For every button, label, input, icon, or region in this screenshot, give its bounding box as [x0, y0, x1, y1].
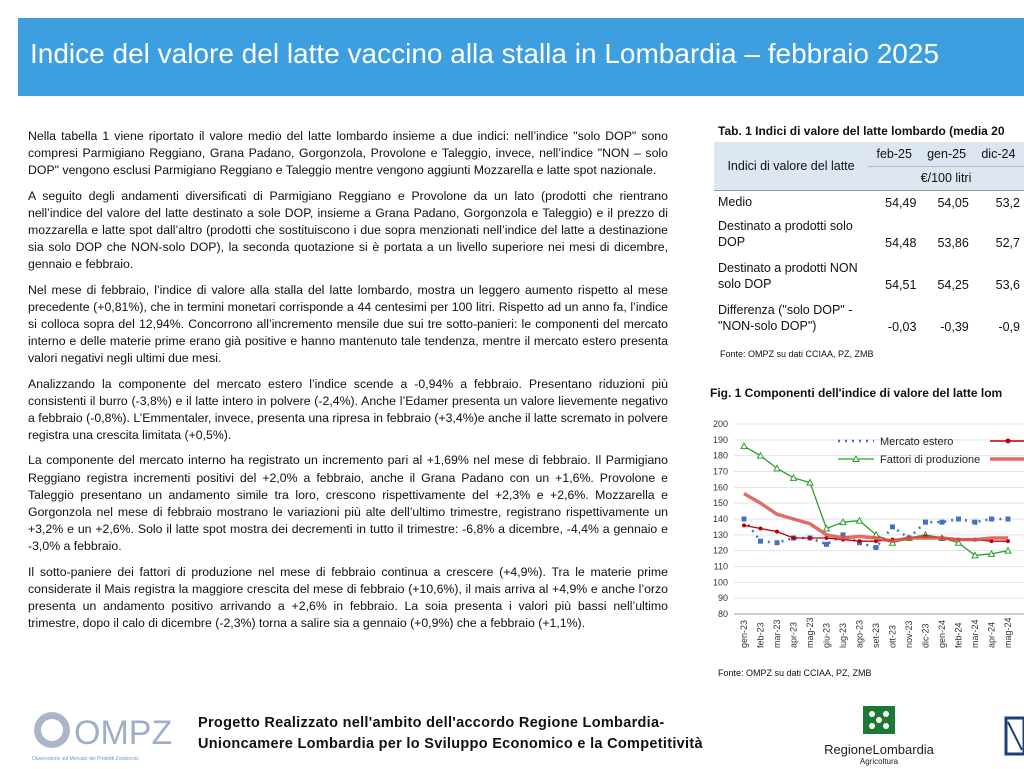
y-tick-label: 80 [717, 609, 728, 619]
value-index-table [714, 142, 1024, 334]
x-tick-label: feb-23 [755, 622, 766, 648]
table-source: Fonte: OMPZ su dati CCIAA, PZ, ZMB [720, 349, 874, 359]
x-tick-label: feb-24 [953, 622, 964, 648]
x-tick-label: ago-23 [854, 619, 865, 648]
body-text [28, 128, 668, 640]
project-statement [198, 713, 703, 755]
y-tick-label: 200 [712, 419, 728, 429]
rl-sub: Agricoltura [859, 757, 899, 766]
x-tick-label: gen-23 [739, 619, 749, 648]
paragraph: Il sotto-paniere dei fattori di produzione nel mese di febbraio continua a crescere (+4,9%). Tra le materie prime considerate il Mais registra la maggiore crescita del mese di febbraio (+10,6%), il mais arriva al +4,9% e anche l’orzo presenta un andamento positivo arrivando a +2,6% in febbraio. La soia presenta i valori più bassi nell’ultimo trimestre, dopo il calo di dicembre (-2,3%) torna a salire sia a gennaio (+0,9%) che a febbraio (+1,1%). [28, 564, 668, 631]
data-point [956, 517, 961, 522]
table-row: Destinato a prodotti solo DOP 54,48 53,86 52,7 [718, 219, 1020, 250]
y-tick-label: 170 [712, 466, 728, 477]
data-point [940, 520, 945, 525]
figure-source: Fonte: OMPZ su dati CCIAA, PZ, ZMB [718, 668, 872, 678]
y-tick-label: 190 [712, 434, 728, 445]
data-point [824, 542, 829, 547]
y-tick-label: 130 [712, 529, 728, 540]
data-point [741, 443, 747, 449]
table-period: feb-25 [868, 142, 920, 166]
x-tick-label: mar-23 [772, 619, 782, 648]
x-tick-label: nov-23 [904, 620, 914, 648]
data-point [973, 520, 978, 525]
paragraph: Analizzando la componente del mercato estero l’indice scende a -0,94% a febbraio. Presentano riduzioni più consistenti il burro (-3,8%) e il latte intero in polvere (-2,4%). Anche l’Edamer presenta un valore lievemente negativo a febbraio (-0,8%). L’Emmentaler, invece, presenta una ripresa in febbraio (+3,4%)e anche il latte scremato in polvere registra una crescita limitata (+0,5%). [28, 376, 668, 443]
legend-label: Fattori di produzione [880, 454, 981, 466]
y-tick-label: 90 [717, 593, 728, 604]
x-tick-label: apr-23 [788, 621, 799, 648]
table-unit: €/100 litri [868, 166, 1024, 190]
data-point [775, 540, 780, 545]
y-tick-label: 140 [712, 514, 728, 524]
table-period: dic-24 [973, 142, 1024, 166]
x-tick-label: mar-24 [970, 619, 980, 648]
data-point [808, 536, 812, 540]
ompz-logo-text: OMPZ [74, 714, 173, 752]
data-point [791, 475, 797, 481]
project-line: Unioncamere Lombardia per lo Sviluppo Economico e la Competitività [198, 736, 703, 752]
data-point [1006, 539, 1010, 543]
y-tick-label: 150 [712, 498, 728, 509]
table-header-label: Indici di valore del latte [714, 142, 868, 190]
x-tick-label: gen-24 [937, 619, 947, 648]
x-tick-label: lug-23 [838, 622, 848, 648]
y-tick-label: 100 [712, 577, 728, 588]
data-point [759, 527, 763, 531]
legend-label: Mercato estero [880, 436, 954, 448]
x-tick-label: dic-23 [920, 623, 931, 648]
rl-name: RegioneLombardia [824, 742, 934, 757]
data-point [742, 517, 747, 522]
components-line-chart [698, 412, 1024, 662]
page-title: Indice del valore del latte vaccino alla stalla in Lombardia – febbraio 2025 [30, 38, 940, 69]
table-caption: Tab. 1 Indici di valore del latte lombardo (media 20 [718, 124, 1005, 138]
data-point [792, 536, 796, 540]
figure-caption: Fig. 1 Componenti dell'indice di valore del latte lom [710, 386, 1003, 400]
x-tick-label: mag-24 [1003, 617, 1013, 648]
y-tick-label: 160 [712, 482, 728, 493]
x-tick-label: mag-23 [805, 617, 815, 648]
regione-lombardia-logo [814, 705, 944, 766]
x-tick-label: apr-24 [986, 621, 997, 648]
x-tick-label: set-23 [871, 622, 881, 648]
project-line: Progetto Realizzato nell'ambito dell'accordo Regione Lombardia- [198, 715, 665, 731]
y-tick-label: 120 [712, 545, 728, 556]
paragraph: A seguito degli andamenti diversificati di Parmigiano Reggiano e Provolone da un lato (prodotti che rientrano nell’indice del valore del latte destinato a sole DOP, insieme a Grana Padano, Gorgonzola e Taleggio) e il prezzo di mozzarella e latte spot dall’altro (prodotti che sostituiscono i due sopra menzionati nell’indice del latte a destinazione sia solo DOP che NON-solo DOP), la seconda quotazione si è portata a un livello superiore nei mesi di dicembre, gennaio e febbraio. [28, 188, 668, 272]
data-point [758, 539, 763, 544]
ompz-tagline: Osservatorio sul Mercato dei Prodotti Zootecnici [32, 756, 139, 762]
data-point [890, 524, 895, 529]
ompz-logo [28, 708, 173, 764]
y-tick-label: 110 [713, 561, 728, 572]
data-point [874, 545, 879, 550]
paragraph: Nel mese di febbraio, l’indice di valore alla stalla del latte lombardo, mostra un leggero aumento rispetto al mese precedente (+0,81%), che in termini monetari corrisponde a 44 centesimi per 100 litri. Rispetto ad un anno fa, l’indice si colloca sopra del 12,94%. Concorrono all’incremento mensile due sui tre sotto-panieri: le componenti del mercato interno e delle materie prime erano già positive e hanno mantenuto tale tendenza, mentre il mercato estero presenta valori negativi negli ultimi due mesi. [28, 282, 668, 366]
table-period: gen-25 [920, 142, 972, 166]
x-tick-label: giu-23 [821, 622, 832, 648]
paragraph: La componente del mercato interno ha registrato un incremento pari al +1,69% nel mese di febbraio. Il Parmigiano Reggiano registra incrementi positivi del +2,0% a febbraio, anche il Grana Padano con un +1,6%. Provolone e Taleggio presentano un andamento simile tra loro, crescono rispettivamente del +2,3% e +2,6%. Mozzarella e Gorgonzola nel mese di febbraio mostrano le variazioni più alte dell’ultimo trimestre, registrano rispettivamente un +3,2% e un +2,6%. Solo il latte spot mostra dei decrementi in tutto il trimestre: -6,8% a dicembre, -4,4% a gennaio e -3,0% a febbraio. [28, 453, 668, 554]
data-point [775, 530, 779, 534]
partner-logo-icon [1004, 710, 1024, 760]
table-row: Medio 54,49 54,05 53,2 [714, 190, 1024, 210]
data-point [742, 523, 746, 527]
title-banner [18, 18, 1024, 96]
table-row: Differenza ("solo DOP" - "NON-solo DOP") -0,03 -0,39 -0,9 [718, 303, 1020, 334]
data-point [1006, 517, 1011, 522]
data-point [989, 517, 994, 522]
rose-camuna-icon [862, 705, 896, 735]
legend-marker [1006, 439, 1011, 444]
y-tick-label: 180 [712, 450, 728, 461]
data-point [923, 520, 928, 525]
table-row: Destinato a prodotti NON solo DOP 54,51 54,25 53,6 [718, 261, 1020, 292]
paragraph: Nella tabella 1 viene riportato il valore medio del latte lombardo insieme a due indici: nell’indice "solo DOP" sono compresi Parmigiano Reggiano, Grana Padano, Gorgonzola, Provolone e Taleggio, invece, nell’indice "NON – solo DOP" vengono esclusi Parmigiano Reggiano e Taleggio mentre vengono aggiunti Mozzarella e latte spot nazionale. [28, 129, 668, 178]
x-tick-label: ott-23 [887, 624, 898, 648]
data-point [858, 539, 862, 543]
